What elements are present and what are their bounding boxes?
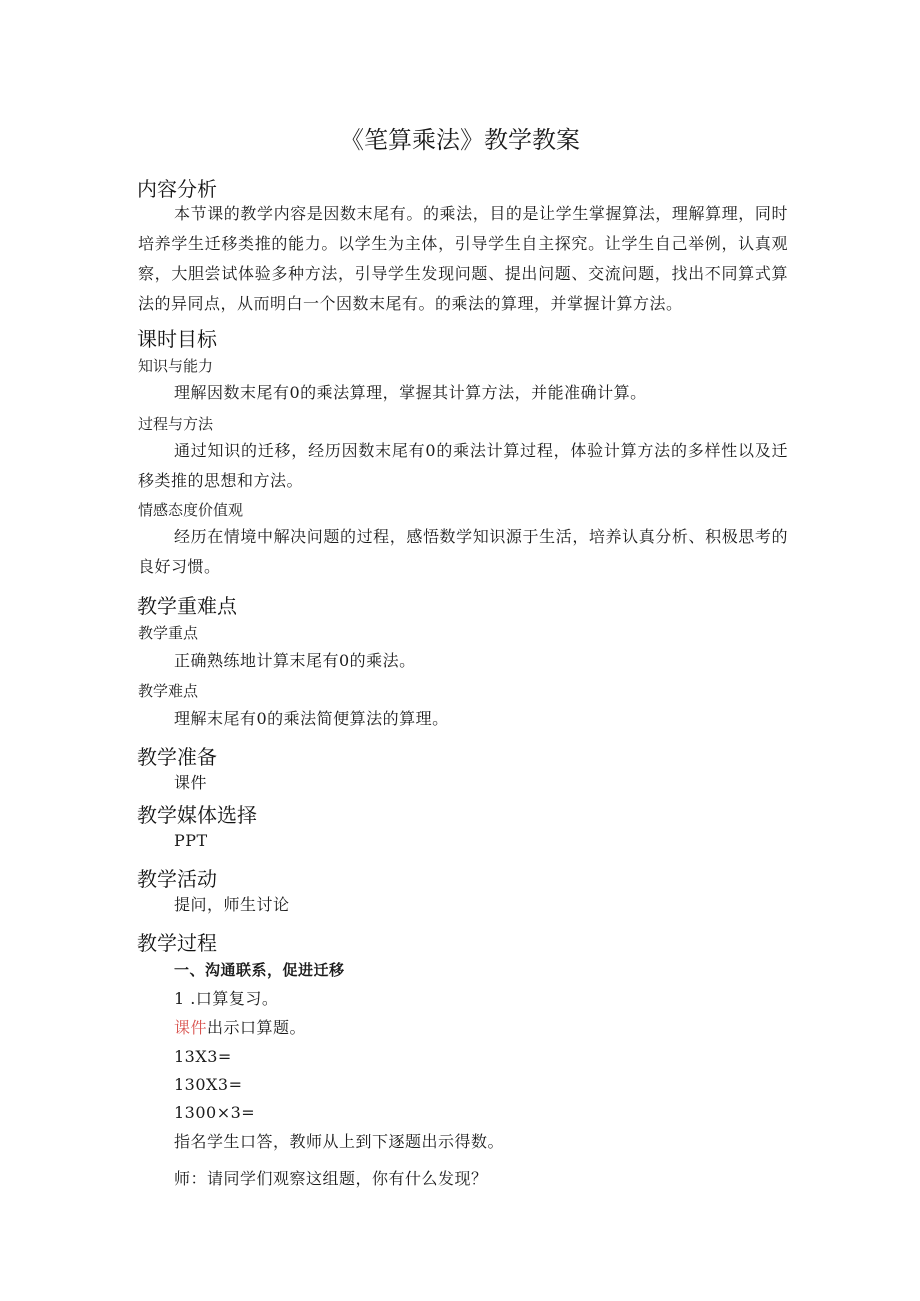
heading-activities: 教学活动 bbox=[137, 867, 217, 891]
text-focus: 正确熟练地计算末尾有0的乘法。 bbox=[174, 651, 416, 670]
subheading-focus: 教学重点 bbox=[138, 624, 199, 642]
courseware-line bbox=[174, 1017, 306, 1039]
text-difficulty: 理解末尾有0的乘法简便算法的算理。 bbox=[174, 709, 449, 728]
text-activities: 提问，师生讨论 bbox=[174, 895, 290, 914]
text-emotion: 经历在情境中解决问题的过程，感悟数学知识源于生活，培养认真分析、积极思考的良好习惯。 bbox=[138, 527, 788, 576]
heading-objectives: 课时目标 bbox=[137, 327, 217, 351]
equation-1: 13X3= bbox=[174, 1047, 232, 1066]
courseware-link-text: 课件 bbox=[174, 1018, 208, 1037]
item-oral-review: 1 .口算复习。 bbox=[174, 989, 279, 1008]
text-preparation: 课件 bbox=[174, 773, 208, 792]
heading-key-points: 教学重难点 bbox=[137, 594, 237, 618]
text-teacher-question: 师：请同学们观察这组题，你有什么发现？ bbox=[174, 1169, 488, 1188]
paragraph-content-analysis: 本节课的教学内容是因数末尾有。的乘法，目的是让学生掌握算法，理解算理，同时培养学生迁移类推的能力。以学生为主体，引导学生自主探究。让学生自己举例，认真观察，大胆尝试体验多种方法，引导学生发现问题、提出问题、交流问题，找出不同算式算法的异同点，从而明白一个因数末尾有。的乘法的算理，并掌握计算方法。 bbox=[138, 204, 788, 313]
heading-content-analysis: 内容分析 bbox=[137, 177, 217, 201]
subheading-process: 过程与方法 bbox=[138, 415, 214, 433]
text-media: PPT bbox=[174, 831, 208, 850]
step1-heading: 一、沟通联系，促进迁移 bbox=[174, 961, 345, 979]
text-answer: 指名学生口答，教师从上到下逐题出示得数。 bbox=[174, 1132, 505, 1151]
page-title: 《笔算乘法》教学教案 bbox=[340, 126, 580, 154]
equation-2: 130X3= bbox=[174, 1075, 243, 1094]
heading-process: 教学过程 bbox=[137, 931, 217, 955]
text-knowledge: 理解因数末尾有0的乘法算理，掌握其计算方法，并能准确计算。 bbox=[174, 383, 647, 402]
heading-preparation: 教学准备 bbox=[137, 745, 217, 769]
equation-3: 1300×3= bbox=[174, 1103, 256, 1122]
courseware-rest-text: 出示口算题。 bbox=[207, 1018, 307, 1037]
text-process: 通过知识的迁移，经历因数末尾有0的乘法计算过程，体验计算方法的多样性以及迁移类推的思想和方法。 bbox=[138, 441, 788, 490]
heading-media: 教学媒体选择 bbox=[137, 803, 257, 827]
subheading-difficulty: 教学难点 bbox=[138, 682, 199, 700]
subheading-knowledge: 知识与能力 bbox=[138, 357, 214, 375]
subheading-emotion: 情感态度价值观 bbox=[138, 501, 244, 519]
